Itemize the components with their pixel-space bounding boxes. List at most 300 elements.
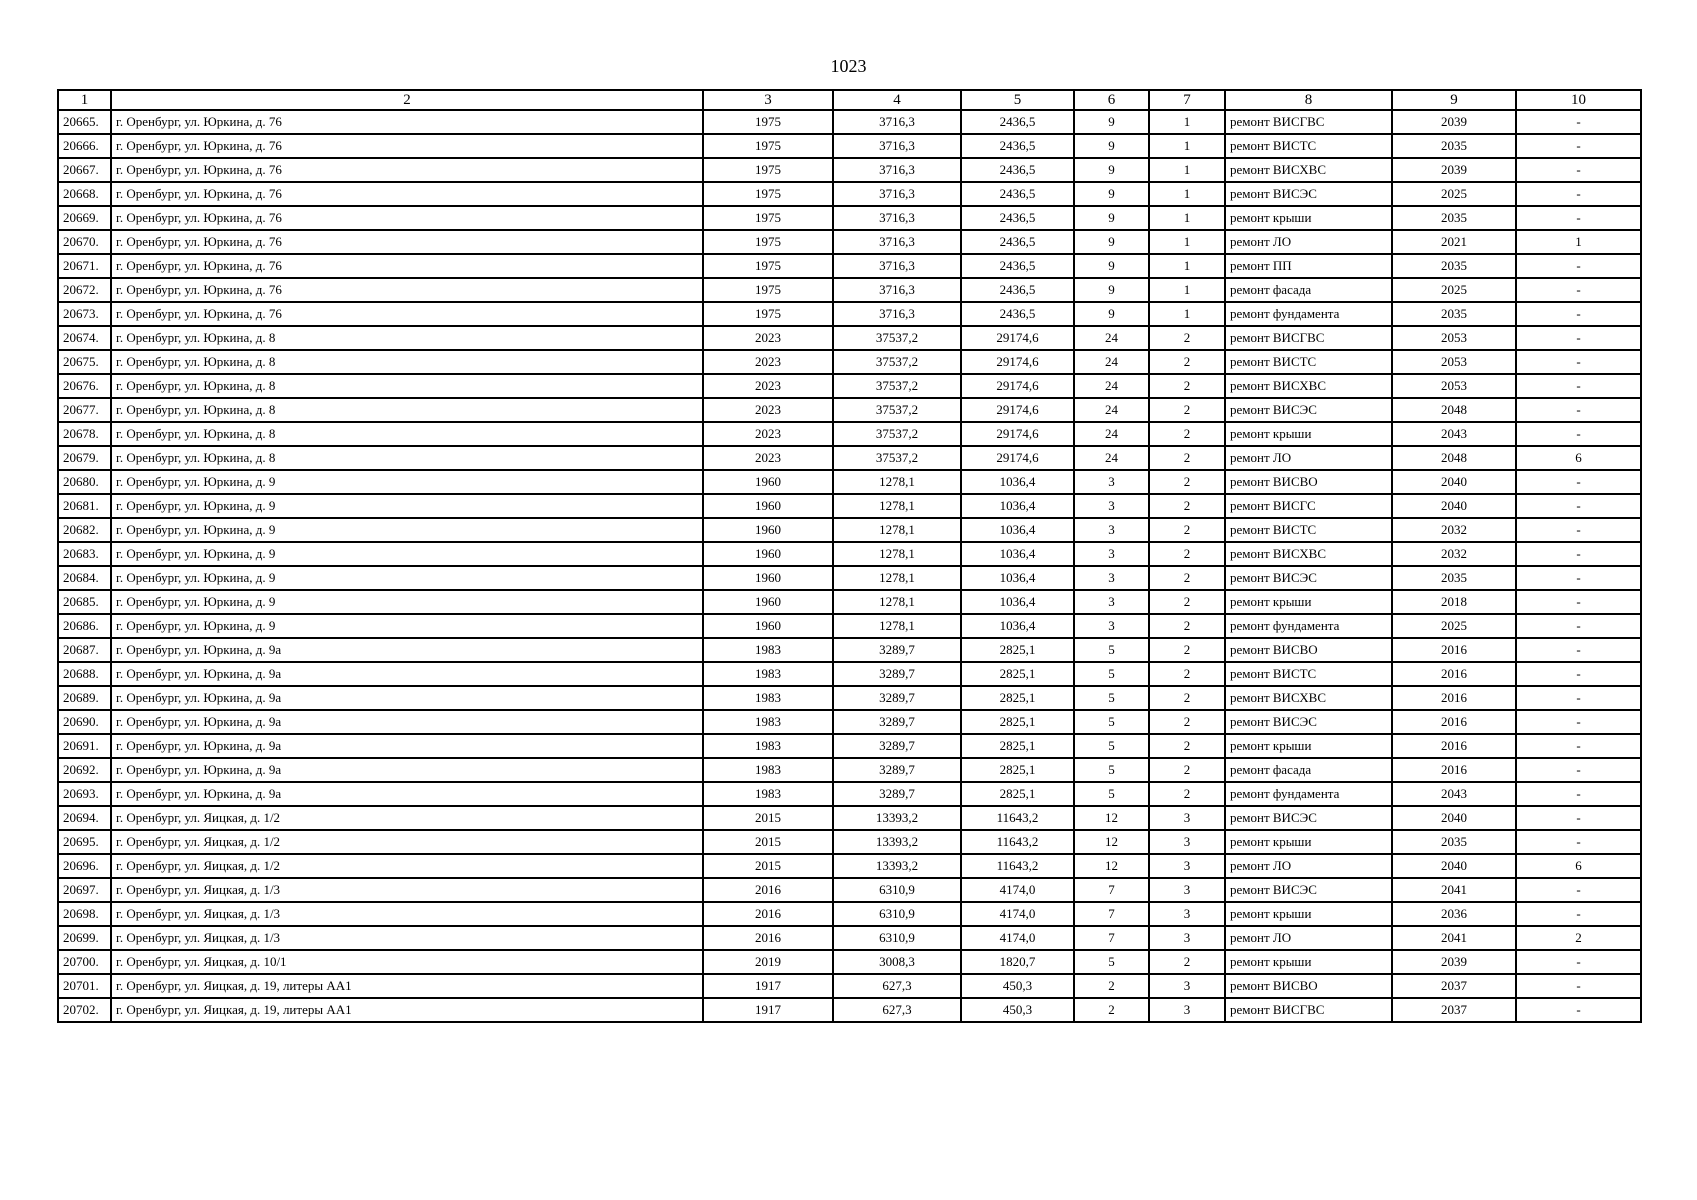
cell-living-area: 29174,6	[961, 374, 1074, 398]
cell-work-type: ремонт ВИСТС	[1225, 134, 1392, 158]
cell-row-number: 20667.	[58, 158, 111, 182]
table-row	[58, 566, 1641, 590]
cell-living-area: 1036,4	[961, 470, 1074, 494]
cell-work-type: ремонт крыши	[1225, 206, 1392, 230]
cell-floors: 9	[1074, 278, 1149, 302]
table-row	[58, 398, 1641, 422]
cell-total-area: 1278,1	[833, 590, 961, 614]
cell-plan-year: 2040	[1392, 494, 1516, 518]
cell-address: г. Оренбург, ул. Юркина, д. 76	[111, 206, 703, 230]
cell-living-area: 1036,4	[961, 614, 1074, 638]
cell-build-year: 2023	[703, 422, 833, 446]
cell-row-number: 20678.	[58, 422, 111, 446]
cell-total-area: 3289,7	[833, 734, 961, 758]
cell-group: 3	[1149, 974, 1225, 998]
cell-work-type: ремонт фундамента	[1225, 302, 1392, 326]
table-row	[58, 542, 1641, 566]
column-header-3: 3	[703, 90, 833, 110]
cell-build-year: 2015	[703, 806, 833, 830]
cell-row-number: 20681.	[58, 494, 111, 518]
cell-total-area: 37537,2	[833, 398, 961, 422]
cell-living-area: 4174,0	[961, 902, 1074, 926]
cell-floors: 9	[1074, 134, 1149, 158]
cell-total-area: 3716,3	[833, 206, 961, 230]
cell-address: г. Оренбург, ул. Юркина, д. 76	[111, 110, 703, 134]
table-row	[58, 326, 1641, 350]
cell-floors: 9	[1074, 254, 1149, 278]
table-row	[58, 998, 1641, 1022]
cell-group: 1	[1149, 254, 1225, 278]
cell-group: 2	[1149, 326, 1225, 350]
cell-plan-year: 2035	[1392, 206, 1516, 230]
cell-living-area: 450,3	[961, 974, 1074, 998]
cell-work-type: ремонт крыши	[1225, 950, 1392, 974]
table-row	[58, 830, 1641, 854]
cell-flag: -	[1516, 134, 1641, 158]
cell-flag: -	[1516, 518, 1641, 542]
cell-build-year: 2016	[703, 902, 833, 926]
cell-total-area: 6310,9	[833, 902, 961, 926]
cell-work-type: ремонт крыши	[1225, 902, 1392, 926]
cell-build-year: 1975	[703, 230, 833, 254]
cell-work-type: ремонт крыши	[1225, 830, 1392, 854]
cell-floors: 3	[1074, 494, 1149, 518]
table-row	[58, 638, 1641, 662]
cell-build-year: 1983	[703, 662, 833, 686]
cell-living-area: 29174,6	[961, 422, 1074, 446]
cell-row-number: 20670.	[58, 230, 111, 254]
cell-flag: 1	[1516, 230, 1641, 254]
cell-plan-year: 2053	[1392, 326, 1516, 350]
cell-build-year: 2016	[703, 926, 833, 950]
cell-flag: -	[1516, 878, 1641, 902]
cell-group: 2	[1149, 518, 1225, 542]
cell-work-type: ремонт крыши	[1225, 590, 1392, 614]
cell-plan-year: 2043	[1392, 782, 1516, 806]
cell-row-number: 20686.	[58, 614, 111, 638]
cell-build-year: 2023	[703, 374, 833, 398]
cell-build-year: 2023	[703, 350, 833, 374]
cell-group: 2	[1149, 590, 1225, 614]
cell-work-type: ремонт ВИСХВС	[1225, 158, 1392, 182]
cell-plan-year: 2040	[1392, 470, 1516, 494]
cell-flag: -	[1516, 398, 1641, 422]
cell-living-area: 29174,6	[961, 446, 1074, 470]
cell-floors: 24	[1074, 374, 1149, 398]
cell-plan-year: 2053	[1392, 350, 1516, 374]
cell-address: г. Оренбург, ул. Юркина, д. 76	[111, 158, 703, 182]
cell-flag: -	[1516, 974, 1641, 998]
cell-work-type: ремонт ВИСХВС	[1225, 542, 1392, 566]
cell-row-number: 20702.	[58, 998, 111, 1022]
cell-living-area: 29174,6	[961, 398, 1074, 422]
cell-total-area: 3008,3	[833, 950, 961, 974]
cell-living-area: 4174,0	[961, 926, 1074, 950]
cell-floors: 24	[1074, 350, 1149, 374]
cell-plan-year: 2035	[1392, 302, 1516, 326]
cell-total-area: 3289,7	[833, 758, 961, 782]
cell-living-area: 1820,7	[961, 950, 1074, 974]
cell-group: 2	[1149, 470, 1225, 494]
cell-address: г. Оренбург, ул. Яицкая, д. 10/1	[111, 950, 703, 974]
cell-plan-year: 2016	[1392, 710, 1516, 734]
cell-flag: -	[1516, 470, 1641, 494]
cell-total-area: 13393,2	[833, 830, 961, 854]
page-number: 1023	[830, 56, 867, 76]
cell-row-number: 20672.	[58, 278, 111, 302]
cell-build-year: 1960	[703, 614, 833, 638]
cell-row-number: 20666.	[58, 134, 111, 158]
cell-build-year: 2015	[703, 854, 833, 878]
cell-group: 2	[1149, 710, 1225, 734]
cell-floors: 3	[1074, 614, 1149, 638]
cell-address: г. Оренбург, ул. Юркина, д. 76	[111, 278, 703, 302]
table-row	[58, 182, 1641, 206]
cell-living-area: 2825,1	[961, 758, 1074, 782]
cell-plan-year: 2035	[1392, 254, 1516, 278]
cell-group: 2	[1149, 950, 1225, 974]
cell-total-area: 3716,3	[833, 278, 961, 302]
cell-build-year: 1917	[703, 974, 833, 998]
cell-living-area: 2436,5	[961, 134, 1074, 158]
cell-address: г. Оренбург, ул. Юркина, д. 9	[111, 542, 703, 566]
table-row	[58, 902, 1641, 926]
cell-living-area: 450,3	[961, 998, 1074, 1022]
column-header-4: 4	[833, 90, 961, 110]
cell-living-area: 2825,1	[961, 686, 1074, 710]
cell-plan-year: 2032	[1392, 518, 1516, 542]
table-row	[58, 854, 1641, 878]
cell-living-area: 1036,4	[961, 590, 1074, 614]
cell-floors: 24	[1074, 446, 1149, 470]
cell-floors: 12	[1074, 806, 1149, 830]
cell-work-type: ремонт фасада	[1225, 278, 1392, 302]
cell-total-area: 3289,7	[833, 686, 961, 710]
cell-flag: -	[1516, 494, 1641, 518]
cell-build-year: 2023	[703, 398, 833, 422]
cell-work-type: ремонт ВИСГВС	[1225, 326, 1392, 350]
cell-build-year: 1960	[703, 470, 833, 494]
cell-group: 1	[1149, 302, 1225, 326]
cell-work-type: ремонт ЛО	[1225, 926, 1392, 950]
cell-plan-year: 2041	[1392, 878, 1516, 902]
cell-flag: -	[1516, 158, 1641, 182]
cell-work-type: ремонт фасада	[1225, 758, 1392, 782]
cell-total-area: 3289,7	[833, 662, 961, 686]
table-row	[58, 662, 1641, 686]
cell-flag: -	[1516, 758, 1641, 782]
cell-living-area: 1036,4	[961, 542, 1074, 566]
cell-build-year: 1983	[703, 710, 833, 734]
cell-floors: 9	[1074, 230, 1149, 254]
table-row	[58, 806, 1641, 830]
cell-flag: -	[1516, 182, 1641, 206]
cell-living-area: 29174,6	[961, 326, 1074, 350]
cell-build-year: 2015	[703, 830, 833, 854]
cell-row-number: 20674.	[58, 326, 111, 350]
cell-address: г. Оренбург, ул. Юркина, д. 76	[111, 302, 703, 326]
cell-group: 1	[1149, 182, 1225, 206]
table-row	[58, 974, 1641, 998]
cell-build-year: 1975	[703, 254, 833, 278]
cell-total-area: 3289,7	[833, 782, 961, 806]
table-row	[58, 230, 1641, 254]
cell-row-number: 20691.	[58, 734, 111, 758]
cell-build-year: 1975	[703, 206, 833, 230]
cell-flag: -	[1516, 686, 1641, 710]
cell-group: 1	[1149, 158, 1225, 182]
cell-group: 2	[1149, 374, 1225, 398]
cell-work-type: ремонт ВИСХВС	[1225, 374, 1392, 398]
cell-floors: 5	[1074, 950, 1149, 974]
cell-row-number: 20684.	[58, 566, 111, 590]
cell-plan-year: 2032	[1392, 542, 1516, 566]
cell-address: г. Оренбург, ул. Юркина, д. 9	[111, 614, 703, 638]
cell-build-year: 1960	[703, 518, 833, 542]
cell-floors: 12	[1074, 854, 1149, 878]
cell-floors: 9	[1074, 182, 1149, 206]
cell-flag: -	[1516, 830, 1641, 854]
cell-row-number: 20665.	[58, 110, 111, 134]
cell-work-type: ремонт ВИСЭС	[1225, 806, 1392, 830]
cell-build-year: 1975	[703, 278, 833, 302]
cell-build-year: 1975	[703, 182, 833, 206]
cell-plan-year: 2016	[1392, 638, 1516, 662]
table-row	[58, 494, 1641, 518]
cell-row-number: 20675.	[58, 350, 111, 374]
table-row	[58, 614, 1641, 638]
cell-work-type: ремонт ВИСЭС	[1225, 182, 1392, 206]
cell-build-year: 1975	[703, 158, 833, 182]
cell-work-type: ремонт фундамента	[1225, 782, 1392, 806]
cell-plan-year: 2035	[1392, 134, 1516, 158]
cell-flag: -	[1516, 254, 1641, 278]
cell-address: г. Оренбург, ул. Юркина, д. 8	[111, 326, 703, 350]
cell-total-area: 3716,3	[833, 158, 961, 182]
cell-row-number: 20677.	[58, 398, 111, 422]
cell-build-year: 1983	[703, 782, 833, 806]
cell-floors: 3	[1074, 590, 1149, 614]
cell-work-type: ремонт ВИСЭС	[1225, 710, 1392, 734]
cell-living-area: 2825,1	[961, 662, 1074, 686]
cell-group: 2	[1149, 662, 1225, 686]
cell-build-year: 2016	[703, 878, 833, 902]
cell-address: г. Оренбург, ул. Яицкая, д. 1/3	[111, 902, 703, 926]
cell-total-area: 627,3	[833, 974, 961, 998]
cell-floors: 9	[1074, 206, 1149, 230]
cell-plan-year: 2018	[1392, 590, 1516, 614]
cell-total-area: 627,3	[833, 998, 961, 1022]
cell-floors: 2	[1074, 998, 1149, 1022]
cell-work-type: ремонт крыши	[1225, 422, 1392, 446]
cell-group: 2	[1149, 494, 1225, 518]
cell-total-area: 1278,1	[833, 494, 961, 518]
cell-total-area: 3716,3	[833, 182, 961, 206]
cell-work-type: ремонт ВИСТС	[1225, 350, 1392, 374]
cell-row-number: 20700.	[58, 950, 111, 974]
cell-flag: -	[1516, 710, 1641, 734]
cell-plan-year: 2035	[1392, 830, 1516, 854]
cell-row-number: 20695.	[58, 830, 111, 854]
cell-address: г. Оренбург, ул. Юркина, д. 9	[111, 590, 703, 614]
cell-living-area: 2825,1	[961, 734, 1074, 758]
column-header-7: 7	[1149, 90, 1225, 110]
cell-group: 1	[1149, 230, 1225, 254]
cell-row-number: 20668.	[58, 182, 111, 206]
cell-plan-year: 2025	[1392, 614, 1516, 638]
cell-floors: 24	[1074, 422, 1149, 446]
cell-floors: 5	[1074, 662, 1149, 686]
cell-flag: -	[1516, 110, 1641, 134]
cell-plan-year: 2048	[1392, 398, 1516, 422]
cell-work-type: ремонт ВИСЭС	[1225, 878, 1392, 902]
cell-total-area: 1278,1	[833, 470, 961, 494]
cell-address: г. Оренбург, ул. Юркина, д. 9а	[111, 710, 703, 734]
cell-plan-year: 2016	[1392, 686, 1516, 710]
cell-floors: 5	[1074, 782, 1149, 806]
cell-row-number: 20673.	[58, 302, 111, 326]
cell-group: 2	[1149, 446, 1225, 470]
cell-row-number: 20676.	[58, 374, 111, 398]
cell-address: г. Оренбург, ул. Яицкая, д. 1/2	[111, 806, 703, 830]
column-header-6: 6	[1074, 90, 1149, 110]
cell-group: 2	[1149, 566, 1225, 590]
cell-floors: 9	[1074, 302, 1149, 326]
cell-floors: 5	[1074, 758, 1149, 782]
cell-build-year: 1983	[703, 638, 833, 662]
cell-row-number: 20692.	[58, 758, 111, 782]
cell-build-year: 1983	[703, 758, 833, 782]
table-row	[58, 134, 1641, 158]
cell-total-area: 37537,2	[833, 446, 961, 470]
cell-flag: -	[1516, 278, 1641, 302]
cell-floors: 12	[1074, 830, 1149, 854]
table-row	[58, 734, 1641, 758]
cell-group: 3	[1149, 998, 1225, 1022]
cell-group: 3	[1149, 854, 1225, 878]
cell-total-area: 1278,1	[833, 518, 961, 542]
cell-floors: 5	[1074, 686, 1149, 710]
cell-plan-year: 2039	[1392, 110, 1516, 134]
cell-address: г. Оренбург, ул. Юркина, д. 9а	[111, 662, 703, 686]
cell-living-area: 2436,5	[961, 158, 1074, 182]
table-row	[58, 470, 1641, 494]
cell-build-year: 2023	[703, 326, 833, 350]
cell-build-year: 1960	[703, 542, 833, 566]
cell-group: 1	[1149, 110, 1225, 134]
cell-plan-year: 2043	[1392, 422, 1516, 446]
cell-work-type: ремонт ВИСВО	[1225, 470, 1392, 494]
cell-build-year: 1960	[703, 494, 833, 518]
cell-work-type: ремонт ВИСЭС	[1225, 398, 1392, 422]
cell-work-type: ремонт ПП	[1225, 254, 1392, 278]
cell-row-number: 20698.	[58, 902, 111, 926]
cell-address: г. Оренбург, ул. Юркина, д. 8	[111, 374, 703, 398]
cell-work-type: ремонт ЛО	[1225, 230, 1392, 254]
cell-total-area: 6310,9	[833, 878, 961, 902]
table-body	[58, 110, 1641, 1022]
cell-address: г. Оренбург, ул. Юркина, д. 76	[111, 182, 703, 206]
cell-floors: 5	[1074, 710, 1149, 734]
cell-living-area: 2436,5	[961, 302, 1074, 326]
table-row	[58, 782, 1641, 806]
cell-address: г. Оренбург, ул. Яицкая, д. 19, литеры АА1	[111, 998, 703, 1022]
cell-flag: -	[1516, 662, 1641, 686]
cell-living-area: 2825,1	[961, 782, 1074, 806]
table-row	[58, 206, 1641, 230]
cell-plan-year: 2039	[1392, 158, 1516, 182]
cell-row-number: 20683.	[58, 542, 111, 566]
cell-flag: -	[1516, 590, 1641, 614]
cell-floors: 3	[1074, 518, 1149, 542]
cell-work-type: ремонт фундамента	[1225, 614, 1392, 638]
cell-work-type: ремонт ВИСТС	[1225, 518, 1392, 542]
cell-work-type: ремонт ЛО	[1225, 854, 1392, 878]
cell-row-number: 20682.	[58, 518, 111, 542]
cell-row-number: 20694.	[58, 806, 111, 830]
table-row	[58, 518, 1641, 542]
cell-plan-year: 2039	[1392, 950, 1516, 974]
cell-build-year: 2019	[703, 950, 833, 974]
cell-address: г. Оренбург, ул. Яицкая, д. 1/2	[111, 830, 703, 854]
table-row	[58, 950, 1641, 974]
table-row	[58, 374, 1641, 398]
cell-address: г. Оренбург, ул. Юркина, д. 76	[111, 254, 703, 278]
cell-address: г. Оренбург, ул. Юркина, д. 9	[111, 494, 703, 518]
cell-build-year: 1983	[703, 686, 833, 710]
cell-work-type: ремонт ЛО	[1225, 446, 1392, 470]
cell-floors: 7	[1074, 878, 1149, 902]
cell-plan-year: 2053	[1392, 374, 1516, 398]
cell-group: 1	[1149, 206, 1225, 230]
column-header-5: 5	[961, 90, 1074, 110]
cell-row-number: 20699.	[58, 926, 111, 950]
cell-build-year: 1975	[703, 302, 833, 326]
cell-flag: -	[1516, 614, 1641, 638]
cell-work-type: ремонт ВИСГВС	[1225, 998, 1392, 1022]
cell-row-number: 20671.	[58, 254, 111, 278]
cell-address: г. Оренбург, ул. Юркина, д. 8	[111, 446, 703, 470]
table-row	[58, 926, 1641, 950]
cell-address: г. Оренбург, ул. Юркина, д. 9	[111, 518, 703, 542]
cell-floors: 9	[1074, 110, 1149, 134]
cell-plan-year: 2036	[1392, 902, 1516, 926]
table-row	[58, 110, 1641, 134]
cell-row-number: 20696.	[58, 854, 111, 878]
cell-group: 2	[1149, 398, 1225, 422]
cell-address: г. Оренбург, ул. Юркина, д. 8	[111, 422, 703, 446]
cell-address: г. Оренбург, ул. Юркина, д. 76	[111, 134, 703, 158]
cell-group: 2	[1149, 614, 1225, 638]
cell-group: 2	[1149, 782, 1225, 806]
cell-row-number: 20685.	[58, 590, 111, 614]
repair-schedule-table	[57, 89, 1642, 1023]
cell-address: г. Оренбург, ул. Юркина, д. 8	[111, 398, 703, 422]
cell-row-number: 20669.	[58, 206, 111, 230]
cell-floors: 24	[1074, 326, 1149, 350]
table-row	[58, 686, 1641, 710]
cell-flag: 6	[1516, 446, 1641, 470]
cell-row-number: 20680.	[58, 470, 111, 494]
cell-row-number: 20687.	[58, 638, 111, 662]
cell-flag: -	[1516, 782, 1641, 806]
cell-plan-year: 2025	[1392, 278, 1516, 302]
cell-group: 3	[1149, 878, 1225, 902]
cell-group: 2	[1149, 542, 1225, 566]
cell-flag: -	[1516, 542, 1641, 566]
table-row	[58, 278, 1641, 302]
cell-build-year: 1975	[703, 110, 833, 134]
